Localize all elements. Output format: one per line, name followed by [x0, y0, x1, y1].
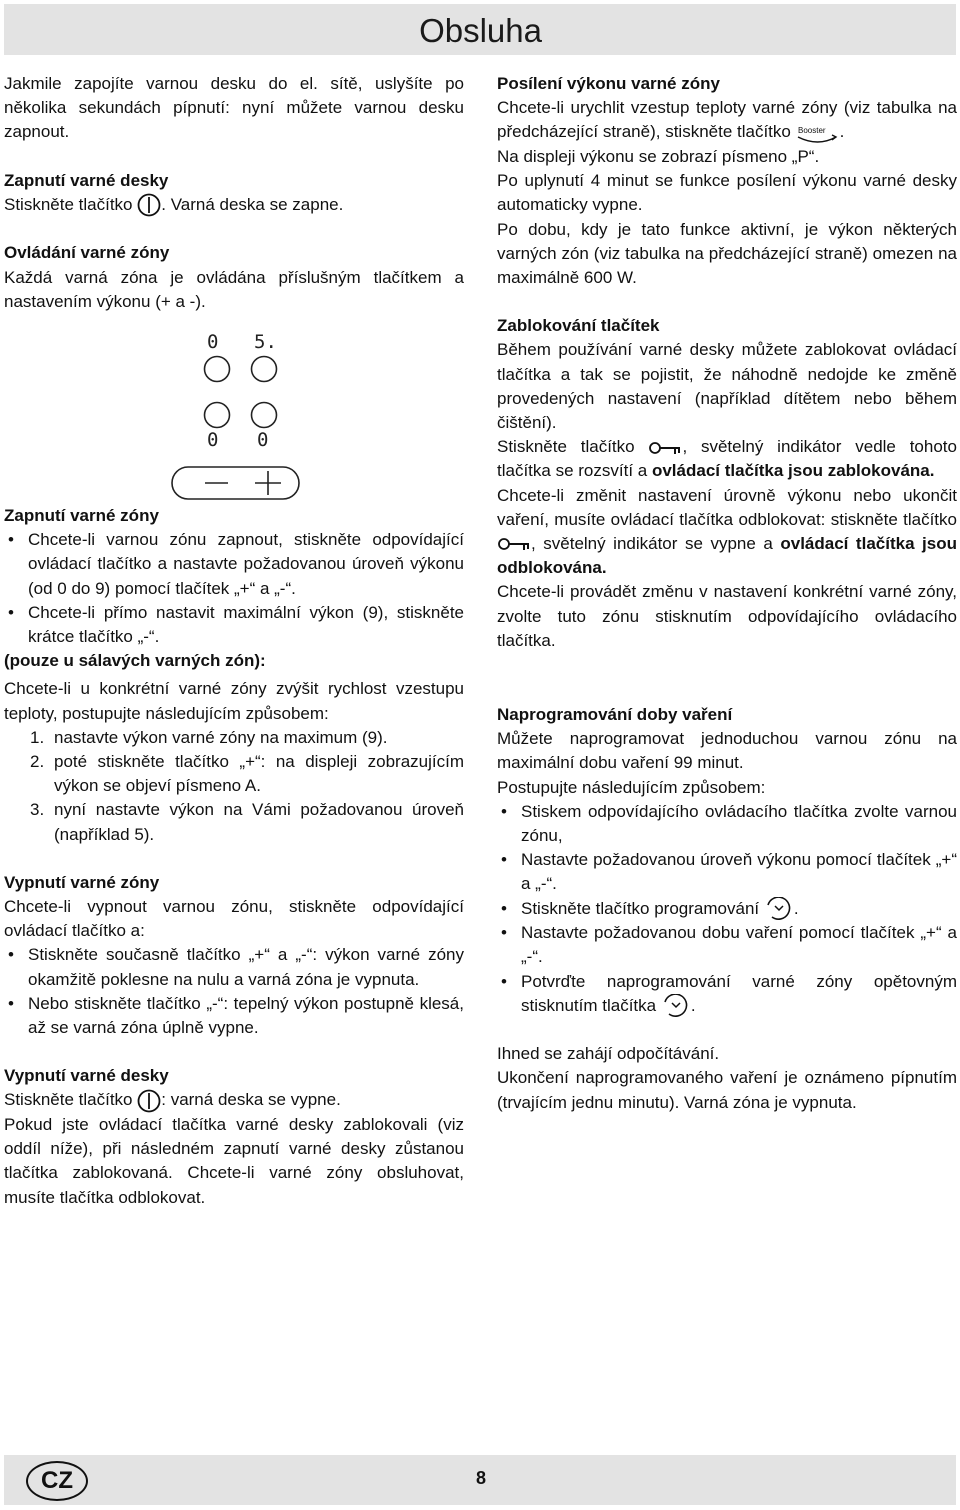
zone-off-bullet-2: • Nebo stiskněte tlačítko „-“: tepelný výkon postupně klesá, až se varná zóna úplně vypne.	[4, 992, 464, 1040]
key-icon	[648, 440, 682, 456]
lock-text-1: Během používání varné desky můžete zablokovat ovládací tlačítka a tak se pojistit, že náhodně nedojde ke změně provedených nastavení (například dítětem nebo během čištění).	[497, 340, 957, 432]
display-bottom-right: 0	[257, 428, 269, 451]
left-column	[4, 72, 464, 1210]
display-bottom-left: 0	[207, 428, 219, 451]
zone-off-text: Chcete-li vypnout varnou zónu, stiskněte odpovídající ovládací tlačítko a:	[4, 896, 464, 941]
country-badge: CZ	[26, 1461, 88, 1501]
prog-heading: Naprogramování doby vaření	[497, 704, 733, 724]
step-item: 1. nastavte výkon varné zóny na maximum (9).	[30, 727, 388, 747]
zone-on-bullet-1: • Chcete-li varnou zónu zapnout, stiskněte odpovídající ovládací tlačítko a nastavte požadovanou úroveň výkonu (od 0 do 9) pomocí tlačítek „+“ a „-“.	[4, 528, 464, 601]
zone-button-bottom-right[interactable]	[252, 402, 277, 427]
page-title: Obsluha	[419, 12, 542, 49]
key-icon	[497, 536, 531, 552]
booster-icon	[796, 121, 840, 145]
prog-bullet-4: • Nastavte požadovanou dobu vaření pomocí tlačítek „+“ a „-“.	[497, 921, 957, 969]
zone-off-heading: Vypnutí varné zóny	[4, 872, 160, 892]
step-item: 3. nyní nastavte výkon na Vámi požadovanou úroveň (například 5).	[30, 800, 464, 844]
prog-bullet-3: • Stiskněte tlačítko programování .	[497, 897, 957, 922]
prog-text-1: Můžete naprogramovat jednoduchou varnou zónu na maximální dobu vaření 99 minut.	[497, 729, 957, 773]
prog-text-4: Ukončení naprogramovaného vaření je oznámeno pípnutím (trvajícím jednu minutu). Varná zóna je vypnuta.	[497, 1068, 957, 1112]
lock-heading: Zablokování tlačítek	[497, 316, 660, 336]
power-icon	[137, 193, 161, 217]
lock-text-4: Chcete-li provádět změnu v nastavení konkrétní varné zóny, zvolte tuto zónu stisknutím odpovídajícího ovládacího tlačítka.	[497, 582, 957, 650]
intro-text: Jakmile zapojíte varnou desku do el. sítě, uslyšíte po několika sekundách pípnutí: nyní můžete varnou desku zapnout.	[4, 74, 464, 142]
lock-text-2: Stiskněte tlačítko , světelný indikátor vedle tohoto tlačítka se rozsvítí a ovládací tlačítka jsou zablokována.	[497, 437, 957, 481]
prog-bullet-2: • Nastavte požadovanou úroveň výkonu pomocí tlačítek „+“ a „-“.	[497, 848, 957, 896]
zone-button-bottom-left[interactable]	[205, 402, 230, 427]
control-panel-svg	[4, 314, 464, 504]
boost-limit-text: Po dobu, kdy je tato funkce aktivní, je výkon některých varných zón (viz tabulka na předcházející straně) omezen na maximálně 600 W.	[497, 219, 957, 287]
hob-on-text: Stiskněte tlačítko . Varná deska se zapne.	[4, 193, 464, 218]
svg-text:Booster: Booster	[797, 125, 826, 135]
zone-on-bullet-2: • Chcete-li přímo nastavit maximální výkon (9), stiskněte krátce tlačítko „-“.	[4, 601, 464, 649]
display-top-right: 5.	[254, 330, 277, 353]
hob-on-heading: Zapnutí varné desky	[4, 170, 169, 190]
zone-button-top-left[interactable]	[205, 356, 230, 381]
power-icon	[137, 1089, 161, 1113]
page-header	[4, 4, 956, 55]
prog-bullet-1: • Stiskem odpovídajícího ovládacího tlačítka zvolte varnou zónu,	[497, 800, 957, 848]
boost-text: Chcete-li urychlit vzestup teploty varné zóny (viz tabulka na předcházející straně), stiskněte tlačítko Booster .	[497, 96, 957, 145]
display-top-left: 0	[207, 330, 219, 353]
hob-off-note: Pokud jste ovládací tlačítka varné desky zablokovali (viz oddíl níže), při následném zapnutí varné desky zůstanou tlačítka zablokovaná. Chcete-li varné zóny obsluhovat, musíte tlačítka odblokovat.	[4, 1114, 464, 1207]
prog-bullet-5: • Potvrďte naprogramování varné zóny opětovným stisknutím tlačítka .	[497, 970, 957, 1019]
hob-off-text: Stiskněte tlačítko : varná deska se vypne.	[4, 1088, 464, 1113]
page-footer	[4, 1455, 956, 1505]
zone-on-heading: Zapnutí varné zóny	[4, 505, 159, 525]
zone-control-text: Každá varná zóna je ovládána příslušným tlačítkem a nastavením výkonu (+ a -).	[4, 267, 464, 311]
page-number: 8	[476, 1468, 487, 1488]
boost-heading: Posílení výkonu varné zóny	[497, 74, 720, 93]
zone-control-heading: Ovládání varné zóny	[4, 243, 170, 263]
hob-off-heading: Vypnutí varné desky	[4, 1066, 169, 1086]
boost-display-text: Na displeji výkonu se zobrazí písmeno „P“.	[497, 146, 820, 166]
zone-button-top-right[interactable]	[252, 356, 277, 381]
boost-timeout-text: Po uplynutí 4 minut se funkce posílení výkonu varné desky automaticky vypne.	[497, 171, 957, 215]
zone-off-bullet-1: • Stiskněte současně tlačítko „+“ a „-“: výkon varné zóny okamžitě poklesne na nulu a varná zóna je vypnuta.	[4, 943, 464, 991]
radiant-heading: (pouze u sálavých varných zón):	[4, 651, 266, 671]
step-item: 2. poté stiskněte tlačítko „+“: na displeji zobrazujícím výkon se objeví písmeno A.	[30, 751, 464, 796]
lock-text-3: Chcete-li změnit nastavení úrovně výkonu nebo ukončit vaření, musíte ovládací tlačítka odblokovat: stiskněte tlačítko , světelný indikátor se vypne a ovládací tlačítka jsou odblokována.	[497, 485, 958, 578]
prog-text-3: Ihned se zahájí odpočítávání.	[497, 1044, 720, 1064]
prog-text-2: Postupujte následujícím způsobem:	[497, 777, 766, 797]
right-column	[497, 72, 957, 1115]
radiant-text: Chcete-li u konkrétní varné zóny zvýšit rychlost vzestupu teploty, postupujte následujícím způsobem:	[4, 679, 464, 723]
timer-icon	[764, 897, 794, 921]
timer-icon	[661, 994, 691, 1018]
control-panel-diagram	[4, 314, 464, 504]
